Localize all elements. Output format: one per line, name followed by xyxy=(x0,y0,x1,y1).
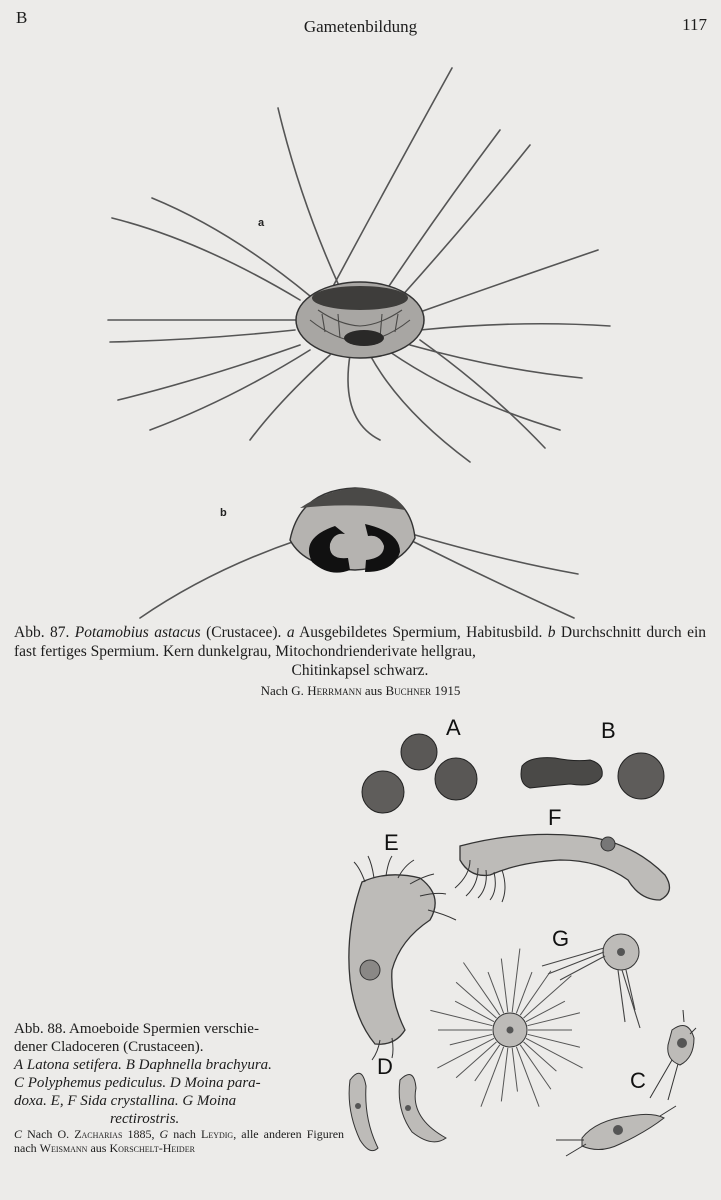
starburst-ray xyxy=(501,1048,508,1102)
starburst-ray xyxy=(526,1038,583,1068)
starburst-ray xyxy=(450,1034,493,1045)
starburst-ray xyxy=(455,1001,494,1021)
figure-87-caption-a-letter: a xyxy=(286,624,295,641)
source-prefix: Nach G. xyxy=(260,683,308,698)
figure-87-caption xyxy=(14,623,706,680)
species-d-1: Moina para- xyxy=(184,1075,261,1091)
figure-87-caption-b-letter: b xyxy=(547,624,556,641)
source-text5: aus xyxy=(87,1141,110,1155)
figure-87-caption-last-line: Chitinkapsel schwarz. xyxy=(291,662,429,679)
page-number: 117 xyxy=(682,15,707,34)
letter-g: G xyxy=(182,1093,194,1109)
source-text2: 1885, xyxy=(122,1127,160,1141)
source-author-leydig: Leydig xyxy=(201,1127,234,1141)
species-ef: Sida crystallina. xyxy=(80,1093,179,1109)
figure-88-source xyxy=(14,1127,344,1155)
starburst-ray xyxy=(512,949,520,1013)
source-author-korschelt-heider: Korschelt-Heider xyxy=(109,1141,195,1155)
figure-88-caption-line2: dener Cladoceren (Crustaceen). xyxy=(14,1039,204,1055)
fig88-label-D: D xyxy=(377,1054,393,1079)
fig88-label-F: F xyxy=(548,805,562,830)
figure-88-species-cd xyxy=(14,1074,344,1092)
starburst-ray xyxy=(527,1034,579,1047)
starburst-ray xyxy=(526,1001,565,1021)
species-g-1: Moina xyxy=(196,1093,237,1109)
starburst-ray xyxy=(430,1010,492,1025)
source-text4: , alle anderen Figuren nach xyxy=(14,1127,345,1155)
letter-c: C xyxy=(14,1075,25,1091)
section-letter: B xyxy=(16,8,28,27)
letter-b: B xyxy=(125,1057,135,1073)
figure-88-species-g2 xyxy=(14,1110,344,1128)
source-author-buchner: Buchner xyxy=(385,683,432,698)
starburst-ray xyxy=(523,976,571,1018)
source-text3: nach xyxy=(168,1127,201,1141)
figure-88-caption-line1: Abb. 88. Amoeboide Spermien verschie- xyxy=(14,1021,259,1037)
figure-87-label-b: b xyxy=(220,507,227,519)
starburst-ray xyxy=(527,1013,579,1026)
source-author-weismann: Weismann xyxy=(39,1141,88,1155)
species-g-2: rectirostris. xyxy=(110,1111,180,1127)
starburst-ray xyxy=(520,971,551,1015)
source-author-herrmann: Herrmann xyxy=(307,683,362,698)
fig88-A-cells xyxy=(362,734,477,813)
starburst-ray xyxy=(512,1048,517,1092)
figure-87b-drawing xyxy=(0,470,721,630)
source-year: 1915 xyxy=(431,683,461,698)
starburst-ray xyxy=(516,972,532,1013)
letter-d: D xyxy=(169,1075,181,1091)
figure-87-number: Abb. 87. xyxy=(14,624,70,641)
figure-87-species: Potamobius astacus xyxy=(74,624,201,641)
figure-88-caption xyxy=(14,1020,344,1128)
running-title: Gametenbildung xyxy=(303,17,418,36)
figure-87-caption-b-text: Durchschnitt durch ein fast fertiges Spermium. Kern dunkelgrau, Mitochondrienderivate hellgrau, xyxy=(14,624,707,660)
letters-ef: E, F xyxy=(50,1093,77,1109)
fig88-label-G: G xyxy=(552,926,570,951)
fig88-label-A: A xyxy=(446,715,461,740)
letter-a: A xyxy=(14,1057,24,1073)
source-text1: Nach O. xyxy=(22,1127,75,1141)
fig88-label-B: B xyxy=(601,718,616,743)
fig88-label-E: E xyxy=(384,830,399,855)
figure-87-caption-text: (Crustacee). xyxy=(200,624,287,641)
figure-88-species-ab xyxy=(14,1056,344,1074)
figure-87-source xyxy=(0,683,721,699)
species-a: Latona setifera. xyxy=(26,1057,122,1073)
starburst-ray xyxy=(501,959,508,1013)
source-author-zacharias: Zacharias xyxy=(74,1127,123,1141)
fig88-label-C: C xyxy=(630,1068,646,1093)
figure-88-species-efg xyxy=(14,1092,344,1110)
starburst-ray xyxy=(520,1045,551,1089)
figure-87-label-a: a xyxy=(258,217,265,229)
source-letter-c: C xyxy=(14,1127,23,1141)
species-b: Daphnella brachyura. xyxy=(138,1057,272,1073)
starburst-ray xyxy=(488,972,504,1013)
figure-87a-drawing xyxy=(0,0,721,480)
starburst-ray xyxy=(437,1038,494,1068)
source-letter-g: G xyxy=(159,1127,169,1141)
source-mid: aus xyxy=(361,683,386,698)
species-d-2: doxa. xyxy=(14,1093,47,1109)
figure-87-caption-a-text: Ausgebildetes Spermium, Habitusbild. xyxy=(294,624,548,641)
species-c: Polyphemus pediculus. xyxy=(27,1075,167,1091)
